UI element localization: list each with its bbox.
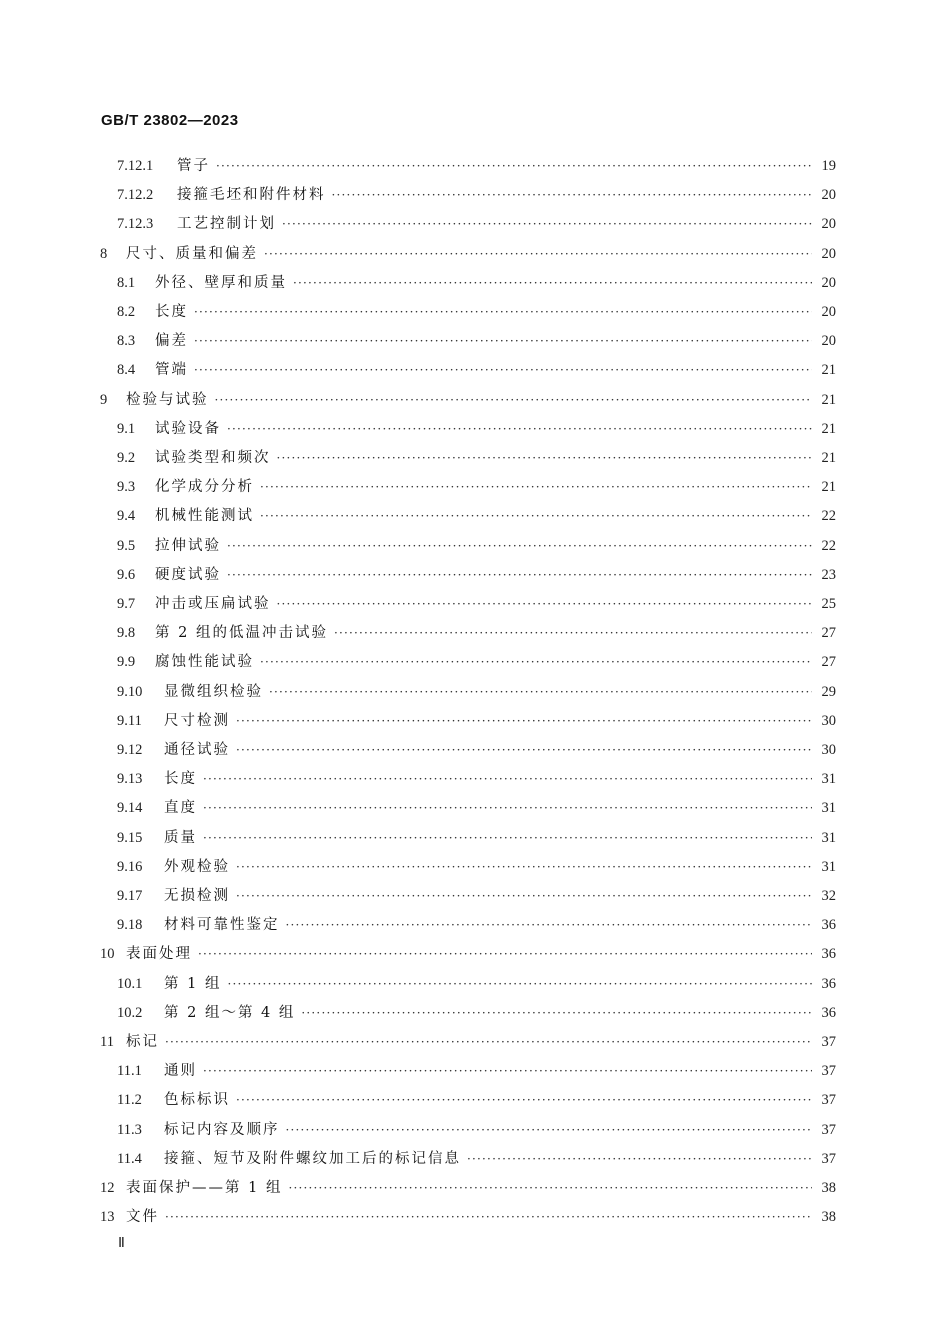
toc-entry[interactable] — [117, 590, 836, 619]
toc-dot-leader — [203, 794, 812, 823]
toc-entry-page-number: 37 — [821, 1121, 836, 1138]
toc-entry[interactable] — [117, 765, 836, 794]
toc-entry[interactable] — [117, 356, 836, 385]
toc-entry[interactable] — [117, 736, 836, 765]
toc-entry-page-number: 27 — [821, 654, 836, 671]
toc-entry-number: 11 — [100, 1034, 114, 1050]
toc-dot-leader — [286, 1116, 813, 1145]
toc-entry-title: 接箍毛坯和附件材料 — [177, 187, 326, 204]
toc-entry-number: 9.3 — [117, 479, 136, 496]
toc-entry-number: 9.15 — [117, 829, 143, 846]
toc-entry-page-number: 31 — [821, 858, 836, 875]
toc-entry-page-number: 37 — [821, 1063, 836, 1080]
toc-entry-page-number: 36 — [821, 1004, 836, 1021]
toc-entry-page-number: 21 — [821, 391, 836, 408]
toc-dot-leader — [236, 707, 812, 736]
toc-entry-page-number: 36 — [821, 975, 836, 992]
toc-dot-leader — [332, 181, 813, 210]
toc-entry-page-number: 36 — [821, 946, 836, 963]
toc-entry-title: 外观检验 — [164, 858, 230, 875]
toc-entry-title: 机械性能测试 — [155, 508, 254, 525]
toc-entry-page-number: 20 — [821, 274, 836, 291]
toc-entry-number: 9.13 — [117, 771, 143, 788]
toc-entry[interactable] — [117, 853, 836, 882]
toc-entry-page-number: 21 — [821, 362, 836, 379]
toc-entry-page-number: 21 — [821, 420, 836, 437]
toc-dot-leader — [227, 532, 812, 561]
toc-entry-title: 通则 — [164, 1063, 197, 1080]
toc-entry-number: 11.2 — [117, 1092, 142, 1109]
toc-entry-page-number: 37 — [821, 1092, 836, 1109]
toc-entry-title: 通径试验 — [164, 742, 230, 758]
toc-entry-title: 工艺控制计划 — [177, 216, 276, 233]
toc-entry-number: 9.12 — [117, 742, 143, 758]
toc-entry[interactable] — [117, 502, 836, 531]
toc-entry-number: 7.12.1 — [117, 158, 154, 174]
toc-entry[interactable] — [100, 940, 836, 969]
toc-entry[interactable] — [117, 824, 836, 853]
toc-entry-page-number: 37 — [821, 1150, 836, 1167]
toc-entry-page-number: 30 — [821, 742, 836, 758]
toc-entry-page-number: 20 — [821, 187, 836, 204]
toc-entry-title: 管端 — [155, 362, 188, 379]
toc-entry[interactable] — [117, 999, 836, 1028]
toc-entry-title: 试验设备 — [155, 420, 221, 437]
toc-entry[interactable] — [117, 1145, 836, 1174]
toc-entry-number: 11.3 — [117, 1121, 142, 1138]
toc-entry-page-number: 32 — [821, 888, 836, 904]
toc-dot-leader — [203, 765, 812, 794]
toc-entry-title: 接箍、短节及附件螺纹加工后的标记信息 — [164, 1150, 461, 1167]
toc-entry-title: 硬度试验 — [155, 566, 221, 583]
toc-entry-title: 标记 — [126, 1034, 159, 1050]
toc-dot-leader — [227, 970, 812, 999]
toc-entry[interactable] — [117, 269, 836, 298]
standard-code-header: GB/T 23802—2023 — [101, 112, 239, 129]
toc-dot-leader — [286, 911, 813, 940]
toc-dot-leader — [194, 327, 812, 356]
toc-entry-page-number: 22 — [821, 537, 836, 554]
toc-entry-title: 化学成分分析 — [155, 479, 254, 496]
toc-entry-title: 第 2 组的低温冲击试验 — [155, 625, 328, 642]
toc-entry[interactable] — [117, 882, 836, 911]
toc-entry-page-number: 25 — [821, 596, 836, 612]
toc-entry-page-number: 21 — [821, 479, 836, 496]
toc-entry-page-number: 22 — [821, 508, 836, 525]
toc-entry-title: 拉伸试验 — [155, 537, 221, 554]
toc-entry-page-number: 38 — [821, 1180, 836, 1196]
toc-entry-number: 7.12.3 — [117, 216, 154, 233]
toc-entry[interactable] — [117, 415, 836, 444]
toc-entry-title: 尺寸检测 — [164, 712, 230, 729]
toc-entry-title: 第 2 组～第 4 组 — [164, 1004, 296, 1021]
toc-entry-number: 11.1 — [117, 1063, 142, 1080]
toc-entry-title: 长度 — [164, 771, 197, 788]
toc-dot-leader — [198, 940, 812, 969]
toc-entry[interactable] — [117, 444, 836, 473]
toc-dot-leader — [277, 590, 813, 619]
toc-entry[interactable] — [117, 327, 836, 356]
toc-entry[interactable] — [117, 561, 836, 590]
toc-entry-number: 9.17 — [117, 888, 143, 904]
toc-entry-title: 表面处理 — [126, 946, 192, 963]
toc-entry-title: 显微组织检验 — [164, 683, 263, 700]
toc-entry-number: 10 — [100, 946, 115, 963]
toc-entry-number: 8.1 — [117, 274, 136, 291]
toc-entry[interactable] — [100, 386, 836, 415]
toc-entry-page-number: 31 — [821, 771, 836, 788]
toc-entry[interactable] — [117, 298, 836, 327]
toc-entry[interactable] — [117, 152, 836, 181]
toc-entry-number: 9.18 — [117, 917, 143, 934]
toc-entry-number: 9.5 — [117, 537, 136, 554]
toc-entry-title: 表面保护——第 1 组 — [126, 1180, 283, 1196]
toc-entry-title: 偏差 — [155, 333, 188, 350]
toc-entry-title: 材料可靠性鉴定 — [164, 917, 280, 934]
toc-entry-page-number: 27 — [821, 625, 836, 642]
toc-entry-number: 9.14 — [117, 800, 143, 817]
toc-entry[interactable] — [117, 619, 836, 648]
toc-dot-leader — [203, 1057, 812, 1086]
toc-entry-page-number: 29 — [821, 683, 836, 700]
toc-entry-title: 冲击或压扁试验 — [155, 596, 271, 612]
toc-entry-title: 直度 — [164, 800, 197, 817]
toc-entry-number: 8.3 — [117, 333, 136, 350]
toc-entry-number: 7.12.2 — [117, 187, 154, 204]
toc-entry-title: 质量 — [164, 829, 197, 846]
toc-entry-number: 9.11 — [117, 712, 142, 729]
toc-entry[interactable] — [117, 532, 836, 561]
toc-dot-leader — [282, 210, 812, 239]
toc-entry-number: 12 — [100, 1180, 115, 1196]
toc-dot-leader — [269, 678, 812, 707]
toc-entry-title: 腐蚀性能试验 — [155, 654, 254, 671]
toc-dot-leader — [467, 1145, 812, 1174]
toc-entry-number: 8.4 — [117, 362, 136, 379]
toc-dot-leader — [194, 298, 812, 327]
toc-entry-title: 标记内容及顺序 — [164, 1121, 280, 1138]
toc-entry-page-number: 31 — [821, 829, 836, 846]
toc-dot-leader — [277, 444, 813, 473]
toc-entry[interactable] — [117, 1116, 836, 1145]
toc-entry-number: 9.6 — [117, 566, 136, 583]
toc-entry[interactable] — [117, 1086, 836, 1115]
toc-dot-leader — [301, 999, 812, 1028]
toc-entry-page-number: 21 — [821, 450, 836, 466]
toc-dot-leader — [227, 415, 812, 444]
toc-entry[interactable] — [117, 707, 836, 736]
toc-entry-title: 文件 — [126, 1209, 159, 1226]
toc-entry[interactable] — [100, 240, 836, 269]
toc-entry-page-number: 30 — [821, 712, 836, 729]
toc-dot-leader — [236, 1086, 812, 1115]
toc-entry-title: 长度 — [155, 304, 188, 320]
toc-dot-leader — [264, 240, 812, 269]
toc-entry-page-number: 20 — [821, 333, 836, 350]
toc-entry-page-number: 20 — [821, 304, 836, 320]
toc-entry-page-number: 38 — [821, 1209, 836, 1226]
toc-entry-page-number: 19 — [821, 158, 836, 174]
toc-entry-title: 外径、壁厚和质量 — [155, 274, 287, 291]
toc-entry-number: 9.4 — [117, 508, 136, 525]
toc-dot-leader — [260, 473, 812, 502]
toc-dot-leader — [334, 619, 812, 648]
toc-entry-title: 色标标识 — [164, 1092, 230, 1109]
toc-dot-leader — [260, 502, 812, 531]
toc-dot-leader — [236, 736, 812, 765]
toc-entry-page-number: 37 — [821, 1034, 836, 1050]
toc-entry[interactable] — [117, 210, 836, 239]
toc-entry-number: 13 — [100, 1209, 115, 1226]
toc-dot-leader — [165, 1203, 812, 1232]
toc-entry[interactable] — [117, 648, 836, 677]
toc-dot-leader — [227, 561, 812, 590]
toc-entry-page-number: 20 — [821, 245, 836, 262]
toc-entry-number: 10.2 — [117, 1004, 143, 1021]
toc-entry[interactable] — [100, 1174, 836, 1203]
toc-entry-number: 11.4 — [117, 1150, 142, 1167]
toc-entry-title: 尺寸、质量和偏差 — [126, 245, 258, 262]
toc-entry-number: 9.8 — [117, 625, 136, 642]
toc-dot-leader — [288, 1174, 812, 1203]
toc-entry-page-number: 31 — [821, 800, 836, 817]
toc-entry[interactable] — [117, 911, 836, 940]
toc-entry-page-number: 20 — [821, 216, 836, 233]
toc-entry-page-number: 23 — [821, 566, 836, 583]
page-folio: Ⅱ — [118, 1236, 125, 1251]
toc-entry-number: 8.2 — [117, 304, 136, 320]
toc-entry-number: 9.16 — [117, 858, 143, 875]
toc-entry-title: 管子 — [177, 158, 210, 174]
toc-dot-leader — [194, 356, 812, 385]
toc-dot-leader — [293, 269, 812, 298]
toc-entry-title: 无损检测 — [164, 888, 230, 904]
toc-dot-leader — [236, 882, 812, 911]
toc-dot-leader — [165, 1028, 812, 1057]
toc-dot-leader — [260, 648, 812, 677]
toc-entry[interactable] — [117, 794, 836, 823]
toc-entry-title: 试验类型和频次 — [155, 450, 271, 466]
toc-dot-leader — [216, 152, 812, 181]
toc-entry-number: 9.7 — [117, 596, 136, 612]
toc-entry-number: 9.1 — [117, 420, 136, 437]
toc-dot-leader — [215, 386, 813, 415]
toc-entry[interactable] — [117, 473, 836, 502]
toc-entry-number: 9.2 — [117, 450, 136, 466]
toc-entry[interactable] — [117, 678, 836, 707]
toc-dot-leader — [203, 824, 812, 853]
toc-entry[interactable] — [117, 1057, 836, 1086]
toc-entry-number: 9.10 — [117, 683, 143, 700]
toc-entry-title: 检验与试验 — [126, 391, 209, 408]
toc-entry-number: 9 — [100, 391, 108, 408]
toc-entry-title: 第 1 组 — [164, 975, 222, 992]
toc-entry[interactable] — [117, 970, 836, 999]
toc-dot-leader — [236, 853, 812, 882]
toc-entry-number: 9.9 — [117, 654, 136, 671]
toc-entry[interactable] — [100, 1203, 836, 1232]
toc-entry[interactable] — [100, 1028, 836, 1057]
toc-entry-number: 10.1 — [117, 975, 143, 992]
toc-entry-page-number: 36 — [821, 917, 836, 934]
toc-entry-number: 8 — [100, 245, 108, 262]
toc-entry[interactable] — [117, 181, 836, 210]
